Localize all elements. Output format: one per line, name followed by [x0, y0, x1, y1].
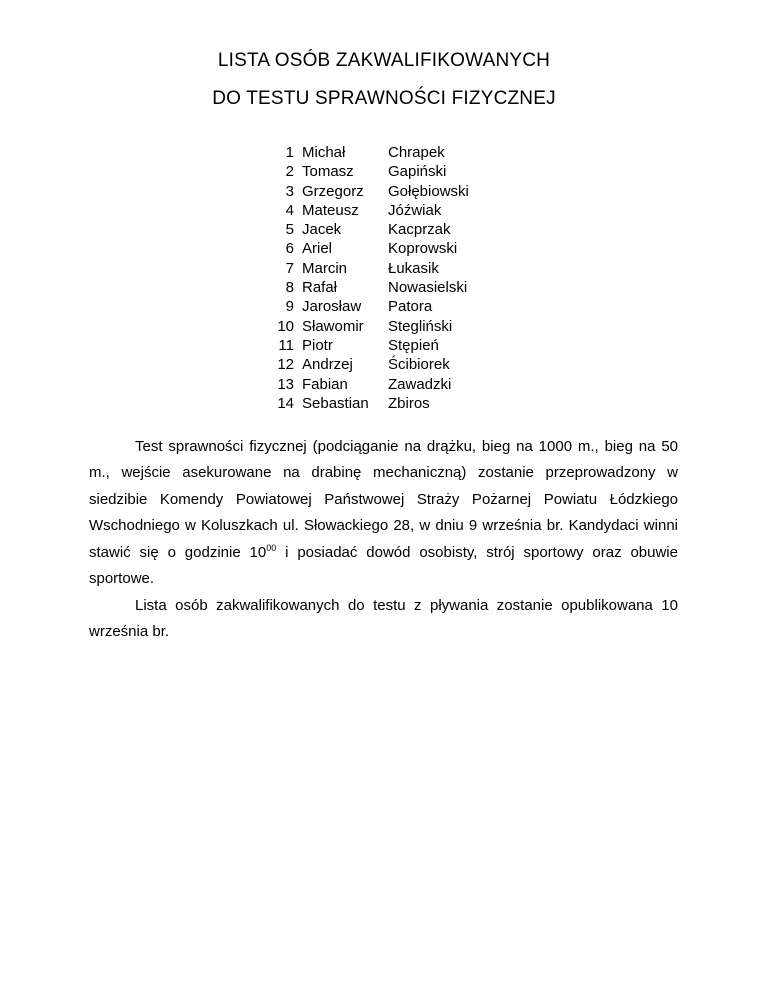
roster-last-name: Ścibiorek [388, 356, 450, 374]
roster-row [272, 355, 469, 374]
roster-number: 8 [285, 279, 294, 297]
roster-row [272, 336, 469, 355]
roster-row [272, 239, 469, 258]
roster-first-name: Ariel [302, 240, 333, 258]
document-title-line-2: DO TESTU SPRAWNOŚCI FIZYCZNEJ [212, 88, 556, 109]
roster-first-name: Piotr [302, 336, 333, 354]
roster-number: 5 [285, 221, 294, 239]
roster-row [272, 297, 469, 316]
roster-last-name: Stępień [388, 336, 439, 354]
roster-number: 4 [285, 201, 294, 219]
roster-first-name: Mateusz [302, 201, 359, 219]
roster-last-name: Gapiński [388, 163, 447, 181]
qualified-candidates-list [272, 143, 469, 413]
roster-last-name: Chrapek [388, 144, 445, 161]
roster-row [272, 182, 469, 201]
roster-number: 2 [285, 163, 294, 181]
roster-last-name: Kacprzak [388, 221, 451, 239]
roster-row [272, 317, 469, 336]
roster-first-name: Sławomir [302, 317, 364, 335]
roster-number: 14 [277, 394, 294, 412]
test-info-paragraph [89, 434, 678, 592]
roster-row [272, 201, 469, 220]
document-title-line-1: LISTA OSÓB ZAKWALIFIKOWANYCH [217, 50, 551, 71]
roster-row [272, 143, 469, 162]
roster-last-name: Jóźwiak [388, 201, 442, 219]
roster-row [272, 220, 469, 239]
swimming-test-text: Lista osób zakwalifikowanych do testu z pływania zostanie opublikowana 10 września br. [89, 597, 678, 641]
roster-number: 11 [278, 336, 294, 354]
time-minutes-superscript: 00 [266, 542, 277, 553]
roster-last-name: Zawadzki [388, 375, 452, 393]
roster-last-name: Gołębiowski [388, 182, 469, 200]
roster-last-name: Patora [388, 298, 433, 316]
test-info-text: Test sprawności fizycznej (podciąganie na drążku, bieg na 1000 m., bieg na 50 m., wejście asekurowane na drabinę mechaniczną) zostanie przeprowadzony w siedzibie Komendy Powiatowej Państwowej Straży Pożarnej Powiatu Łódzkiego Wschodniego w Koluszkach ul. Słowackiego 28, w dniu 9 września br. Kandydaci winni stawić się o godzinie 10 [89, 438, 678, 561]
roster-row [272, 259, 469, 278]
roster-number: 9 [285, 298, 294, 316]
roster-first-name: Rafał [302, 279, 338, 297]
roster-last-name: Stegliński [388, 317, 453, 335]
roster-first-name: Tomasz [302, 163, 354, 181]
roster-number: 6 [285, 240, 294, 258]
roster-number: 12 [277, 356, 294, 374]
roster-last-name: Koprowski [388, 240, 458, 258]
roster-last-name: Zbiros [388, 394, 430, 412]
roster-number: 1 [285, 144, 294, 161]
roster-first-name: Fabian [302, 375, 348, 393]
roster-row [272, 162, 469, 181]
roster-number: 10 [277, 317, 294, 335]
roster-number: 7 [285, 259, 294, 277]
roster-first-name: Jacek [302, 221, 342, 239]
roster-first-name: Grzegorz [302, 182, 364, 200]
roster-first-name: Jarosław [302, 298, 362, 316]
roster-first-name: Sebastian [302, 394, 369, 412]
roster-row [272, 375, 469, 394]
roster-row [272, 394, 469, 413]
roster-last-name: Łukasik [388, 259, 439, 277]
roster-number: 13 [277, 375, 294, 393]
swimming-test-paragraph [89, 593, 678, 646]
test-info-text-end: i posiadać dowód osobisty, strój sportowy oraz obuwie sportowe. [89, 543, 678, 588]
roster-last-name: Nowasielski [388, 279, 468, 297]
roster-first-name: Michał [302, 144, 346, 161]
roster-number: 3 [285, 182, 294, 200]
roster-first-name: Andrzej [302, 356, 353, 374]
roster-first-name: Marcin [302, 259, 348, 277]
roster-row [272, 278, 469, 297]
